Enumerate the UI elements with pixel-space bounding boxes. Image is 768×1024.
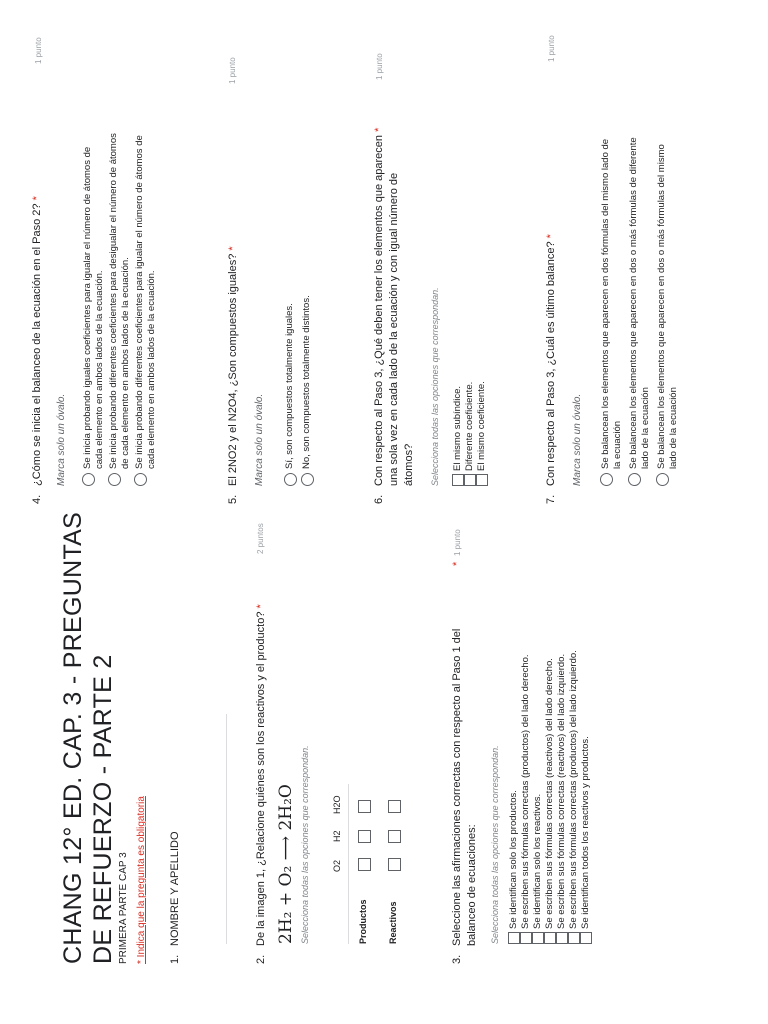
points-label: 1 punto bbox=[34, 37, 43, 64]
checkbox-option[interactable]: El mismo coeficiente. bbox=[476, 186, 488, 486]
grid-column-h2o: H2O bbox=[332, 795, 342, 814]
grid-divider bbox=[348, 784, 349, 944]
question-5 bbox=[226, 84, 242, 504]
question-text: ¿Cómo se inicia el balanceo de la ecuación en el Paso 2? * bbox=[31, 196, 43, 486]
required-asterisk: * bbox=[451, 561, 463, 566]
question-text: Seleccione las afirmaciones correctas con respecto al Paso 1 del balanceo de ecuaciones: bbox=[451, 628, 478, 946]
grid-column-o2: O2 bbox=[332, 859, 342, 872]
question-number: 1. bbox=[169, 954, 181, 964]
question-number: 5. bbox=[227, 494, 239, 504]
points-label: 1 punto bbox=[547, 35, 556, 62]
form-title-line-1: CHANG 12° ED. CAP. 3 - PREGUNTAS bbox=[59, 511, 87, 964]
grid-column-h2: H2 bbox=[332, 830, 342, 842]
grid-checkbox-reactivos-h2[interactable] bbox=[388, 830, 401, 843]
radio-button[interactable] bbox=[108, 473, 121, 486]
checkbox-option[interactable]: Se escriben sus fórmulas correctas (productos) del lado derecho. bbox=[520, 524, 532, 944]
radio-button[interactable] bbox=[82, 473, 95, 486]
question-text: NOMBRE Y APELLIDO bbox=[169, 831, 181, 946]
checkbox[interactable] bbox=[568, 932, 580, 944]
checkbox[interactable] bbox=[464, 474, 476, 486]
grid-checkbox-reactivos-h2o[interactable] bbox=[388, 800, 401, 813]
question-hint: Selecciona todas las opciones que correspondan. bbox=[430, 287, 440, 486]
grid-checkbox-productos-o2[interactable] bbox=[358, 858, 371, 871]
checkbox-option[interactable]: Se escriben sus fórmulas correctas (reactivos) del lado derecho. bbox=[544, 524, 556, 944]
q7-options bbox=[600, 46, 680, 486]
question-text: El 2NO2 y el N2O4, ¿Son compuestos iguales? * bbox=[227, 246, 239, 486]
q4-options bbox=[82, 46, 158, 486]
checkbox[interactable] bbox=[544, 932, 556, 944]
points-label: 2 puntos bbox=[256, 523, 265, 554]
radio-option[interactable]: Se inicia probando iguales coeficientes para igualar el número de átomos de cada elemento en ambos lados de la ecuación. bbox=[82, 46, 106, 486]
grid-checkbox-productos-h2o[interactable] bbox=[358, 800, 371, 813]
question-3 bbox=[450, 544, 482, 964]
radio-option[interactable]: No, son compuestos totalmente distintos. bbox=[301, 66, 314, 486]
form-title bbox=[58, 444, 118, 964]
radio-option[interactable]: Sí, son compuestos totalmente iguales. bbox=[284, 66, 297, 486]
question-number: 2. bbox=[255, 954, 267, 964]
question-number: 6. bbox=[373, 494, 385, 504]
checkbox[interactable] bbox=[476, 474, 488, 486]
grid-checkbox-productos-h2[interactable] bbox=[358, 830, 371, 843]
checkbox-option[interactable]: Se identifican solo los productos. bbox=[508, 524, 520, 944]
form-subtitle: PRIMERA PARTE CAP 3 bbox=[118, 852, 129, 964]
question-hint: Selecciona todas las opciones que correspondan. bbox=[490, 745, 500, 944]
question-hint: Marca solo un óvalo. bbox=[254, 393, 265, 486]
points-label: 1 punto bbox=[228, 57, 237, 84]
radio-button[interactable] bbox=[628, 473, 641, 486]
checkbox-option[interactable]: Se identifican todos los reactivos y productos. bbox=[580, 524, 592, 944]
checkbox-option[interactable]: Diferente coeficiente. bbox=[464, 186, 476, 486]
radio-option[interactable]: Se balancean los elementos que aparecen en dos o más fórmulas del mismo lado de la ecuación bbox=[656, 46, 680, 486]
question-2 bbox=[254, 524, 270, 964]
equation: 2H₂ + O₂ ⟶ 2H₂O bbox=[276, 784, 296, 944]
question-text: Con respecto al Paso 3, ¿Cuál es último balance? * bbox=[545, 234, 557, 486]
question-4 bbox=[30, 84, 46, 504]
checkbox-option[interactable]: Se escriben sus fórmulas correctas (productos) del lado izquierdo. bbox=[568, 524, 580, 944]
question-6 bbox=[372, 64, 420, 504]
points-label: 1 punto bbox=[453, 529, 462, 556]
radio-option[interactable]: Se balancean los elementos que aparecen en dos o más fórmulas de diferente lado de la ecuación bbox=[628, 46, 652, 486]
form-title-line-2: DE REFUERZO - PARTE 2 bbox=[89, 654, 117, 964]
question-text: De la imagen 1, ¿Relacione quiénes son los reactivos y el producto? * bbox=[255, 604, 267, 946]
question-hint: Marca solo un óvalo. bbox=[56, 393, 67, 486]
question-7 bbox=[544, 84, 560, 504]
checkbox[interactable] bbox=[556, 932, 568, 944]
question-number: 7. bbox=[545, 494, 557, 504]
checkbox[interactable] bbox=[520, 932, 532, 944]
checkbox-option[interactable]: El mismo subíndice. bbox=[452, 186, 464, 486]
grid-row-productos: Productos bbox=[358, 899, 368, 944]
radio-option[interactable]: Se balancean los elementos que aparecen en dos fórmulas del mismo lado de la ecuación bbox=[600, 46, 624, 486]
grid-checkbox-reactivos-o2[interactable] bbox=[388, 858, 401, 871]
checkbox-option[interactable]: Se escriben sus fórmulas correctas (reactivos) del lado izquierdo. bbox=[556, 524, 568, 944]
checkbox[interactable] bbox=[508, 932, 520, 944]
checkbox[interactable] bbox=[532, 932, 544, 944]
question-number: 3. bbox=[451, 954, 463, 964]
radio-option[interactable]: Se inicia probando diferentes coeficientes para igualar el número de átomos de cada elemento en ambos lados de la ecuación. bbox=[134, 46, 158, 486]
question-hint: Selecciona todas las opciones que correspondan. bbox=[300, 745, 310, 944]
radio-button[interactable] bbox=[134, 473, 147, 486]
checkbox[interactable] bbox=[580, 932, 592, 944]
required-note: * Indica que la pregunta es obligatoria bbox=[136, 796, 147, 964]
radio-button[interactable] bbox=[656, 473, 669, 486]
checkbox-option[interactable]: Se identifican solo los reactivos. bbox=[532, 524, 544, 944]
grid-row-reactivos: Reactivos bbox=[388, 901, 398, 944]
question-hint: Marca solo un óvalo. bbox=[572, 393, 583, 486]
question-1 bbox=[168, 564, 184, 964]
q5-options bbox=[284, 66, 314, 486]
checkbox[interactable] bbox=[452, 474, 464, 486]
points-label: 1 punto bbox=[375, 53, 384, 80]
q3-options bbox=[508, 524, 592, 944]
radio-button[interactable] bbox=[284, 473, 297, 486]
answer-line[interactable] bbox=[226, 714, 227, 944]
radio-option[interactable]: Se inicia probando diferentes coeficientes para desigualar el número de átomos de cada elemento en ambos lados de la ecuación. bbox=[108, 46, 132, 486]
question-number: 4. bbox=[31, 494, 43, 504]
radio-button[interactable] bbox=[600, 473, 613, 486]
q6-options bbox=[452, 186, 488, 486]
radio-button[interactable] bbox=[301, 473, 314, 486]
question-text: Con respecto al Paso 3, ¿Qué deben tener los elementos que aparecen * una sola vez en cada lado de la ecuación y con igual número de átomos? bbox=[373, 127, 415, 486]
